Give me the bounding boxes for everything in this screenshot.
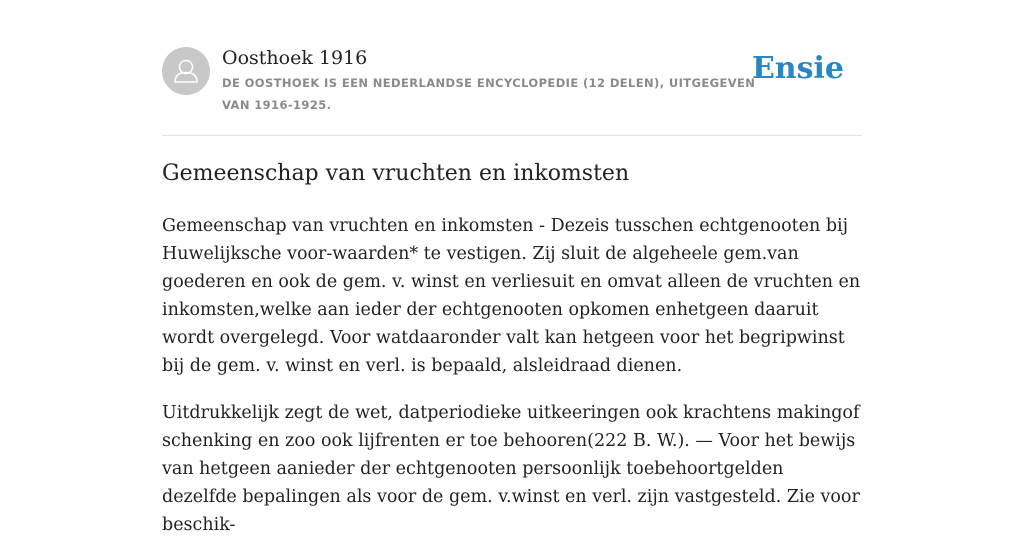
author-description: DE OOSTHOEK IS EEN NEDERLANDSE ENCYCLOPEDIE (12 DELEN), UITGEGEVEN VAN 1916-1925. <box>222 76 756 112</box>
author-header <box>162 0 862 136</box>
article-paragraph: Gemeenschap van vruchten en inkomsten - Dezeis tusschen echtgenooten bij Huwelijksche voor-waarden* te vestigen. Zij sluit de algeheele gem.van goederen en ook de gem. v. winst en verliesuit en omvat alleen de vruchten en inkomsten,welke aan ieder der echtgenooten opkomen enhetgeen daaruit wordt overgelegd. Voor watdaaronder valt kan hetgeen voor het begripwinst bij de gem. v. winst en verl. is bepaald, alsleidraad dienen. <box>162 216 861 376</box>
page-container <box>162 0 862 535</box>
author-avatar[interactable] <box>162 47 210 95</box>
user-silhouette-icon <box>162 47 210 95</box>
article-title: Gemeenschap van vruchten en inkomsten <box>162 161 630 186</box>
article-paragraph: Uitdrukkelijk zegt de wet, datperiodieke uitkeeringen ook krachtens makingof schenking en zoo ook lijfrenten er toe behooren(222 B. W.). — Voor het bewijs van hetgeen aanieder der echtgenooten persoonlijk toebehoortgelden dezelfde bepalingen als voor de gem. v.winst en verl. zijn vastgesteld. Zie voor beschik- <box>162 403 860 535</box>
brand-logo[interactable]: Ensie <box>751 51 844 86</box>
author-name[interactable]: Oosthoek 1916 <box>222 47 368 69</box>
article-body <box>162 212 862 558</box>
